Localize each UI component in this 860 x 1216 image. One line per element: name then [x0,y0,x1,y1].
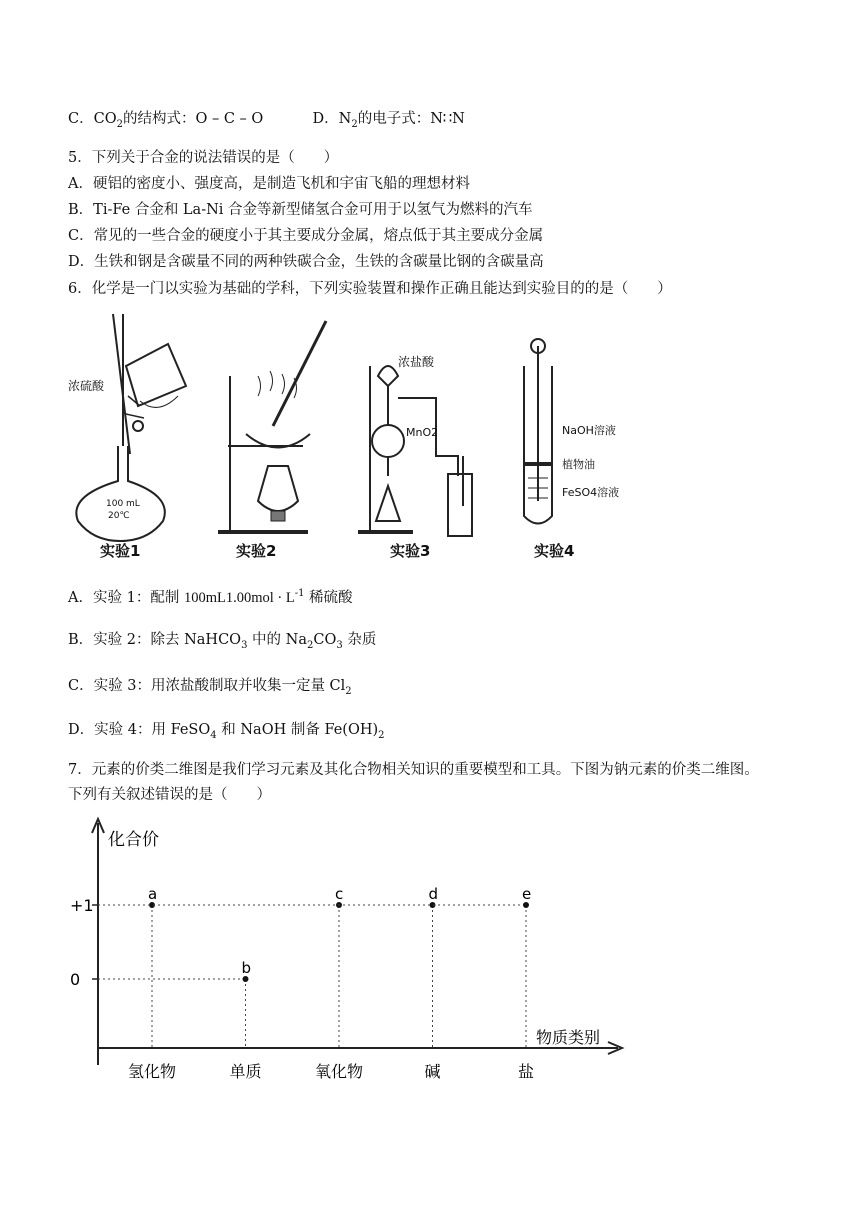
q6-option-a: A．实验 1：配制 $100mL1.00mol \cdot L^{-1}$ 稀硫酸 [68,588,353,606]
x-category-label: 单质 [229,1062,262,1081]
y-tick-label: +1 [70,896,94,915]
q5-option-b: B．Ti-Fe 合金和 La-Ni 合金等新型储氢合金可用于以氢气为燃料的汽车 [68,202,533,218]
reagent-conc-hcl: 浓盐酸 [398,355,435,369]
q7-stem-line1: 7．元素的价类二维图是我们学习元素及其化合物相关知识的重要模型和工具。下图为钠元素的价类二维图。 [68,762,759,778]
flask-volume: 100 mL [106,499,140,509]
q7-stem-line2: 下列有关叙述错误的是（ ） [68,787,271,803]
exp2-apparatus [218,321,326,532]
exp4-apparatus [524,339,552,524]
q4-option-c-label: C． [68,111,94,127]
point-label: e [522,885,532,903]
y-tick-label: 0 [70,970,81,989]
reagent-feso4: FeSO4溶液 [562,486,620,499]
x-axis-label: 物质类别 [536,1028,601,1047]
exp1-label: 实验1 [100,542,141,560]
q4-options-row [68,107,465,130]
exp3-apparatus [358,366,472,536]
q6-option-d: D．实验 4：用 FeSO$_4$ 和 NaOH 制备 $Fe(OH)_2$ [68,722,385,741]
q5-option-a: A．硬铝的密度小、强度高，是制造飞机和宇宙飞船的理想材料 [68,176,470,192]
q5-option-c: C．常见的一些合金的硬度小于其主要成分金属，熔点低于其主要成分金属 [68,228,544,244]
point-label: a [148,885,158,903]
q5-option-d: D．生铁和钢是含碳量不同的两种铁碳合金，生铁的含碳量比钢的含碳量高 [68,254,544,270]
exp3-label: 实验3 [390,542,431,560]
lab-apparatus-figure [68,306,628,568]
q4-option-d-label: D． [312,111,339,127]
x-category-label: 碱 [424,1062,441,1081]
x-category-label: 盐 [517,1062,535,1081]
reagent-conc-h2so4: 浓硫酸 [68,379,105,393]
reagent-naoh: NaOH溶液 [562,424,616,437]
flask-temperature: 20℃ [108,511,130,521]
exp4-label: 实验4 [534,542,575,560]
q4-option-d-text: $N_2$的电子式：N∷N [338,111,465,130]
reagent-oil: 植物油 [562,458,595,471]
valence-class-chart [68,815,628,1090]
point-label: b [241,959,252,977]
q4-option-c-text: $CO_2$的结构式：O – C – O [93,111,264,130]
exp2-label: 实验2 [236,542,277,560]
q6-option-b: B．实验 2：除去 NaHCO$_3$ 中的 $Na_2CO_3$ 杂质 [68,632,377,651]
q6-option-c: C．实验 3：用浓盐酸制取并收集一定量 $Cl_2$ [68,678,352,697]
x-category-label: 氢化物 [127,1062,177,1081]
reagent-mno2: MnO2 [406,426,439,439]
point-label: d [428,885,439,903]
q6-stem: 6．化学是一门以实验为基础的学科，下列实验装置和操作正确且能达到实验目的的是（ ） [68,281,672,297]
point-label: c [335,885,344,903]
x-category-label: 氧化物 [314,1062,364,1081]
q5-stem: 5．下列关于合金的说法错误的是（ ） [68,150,339,166]
y-axis-label: 化合价 [108,830,159,850]
